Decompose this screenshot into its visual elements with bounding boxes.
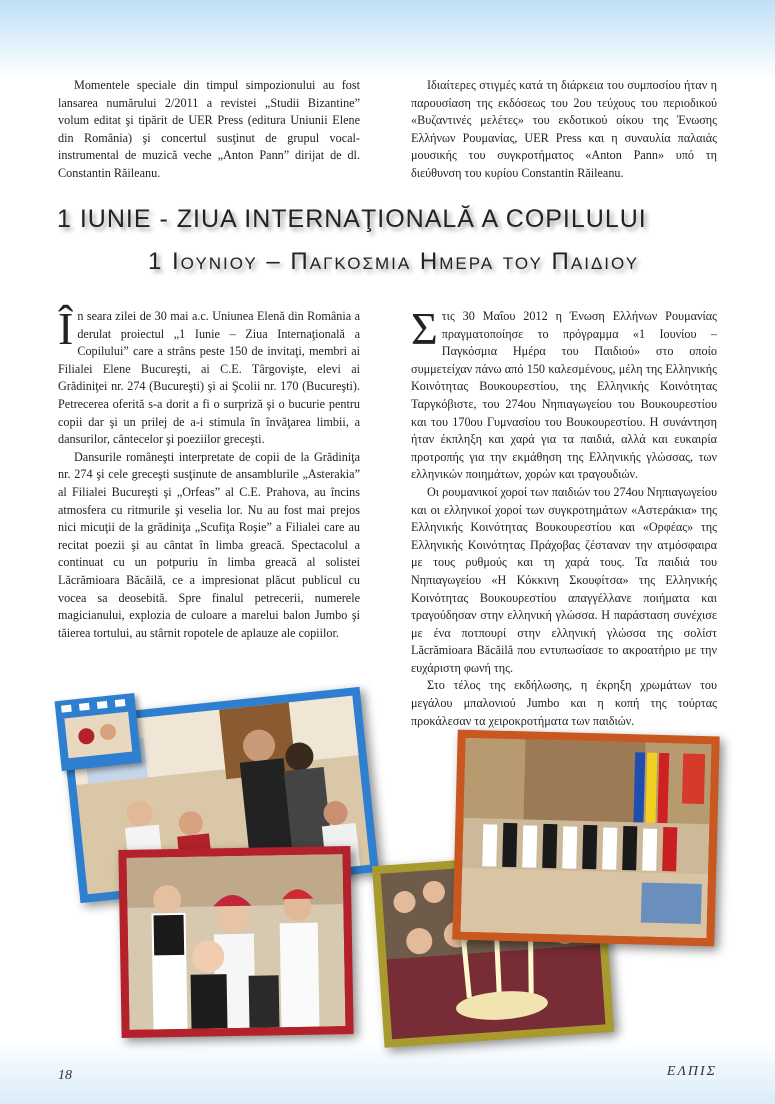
title-greek: 1 Ιουνιου – Παγκοσμια Ημερα του Παιδιου (148, 248, 640, 275)
title-romanian: 1 IUNIE - ZIUA INTERNAŢIONALĂ A COPILULUI (57, 205, 647, 233)
intro-gr (411, 77, 717, 183)
dropcap-gr: Σ (411, 303, 438, 354)
article-ro-p1-text: n seara zilei de 30 mai a.c. Uniunea Elenă din România a derulat proiectul „1 Iunie – Ziua Internaţională a Copilului” care a strâns peste 150 de invitaţi, membri ai Filialei Elene Bucureşti, ai C.E. Târgovişte, elevi ai Grădiniţei nr. 274 (Bucureşti) şi ai Şcolii nr. 170 (Bucureşti). Petrecerea oferită s-a dorit a fi o surpriză şi o bucurie pentru copii dar şi un prilej de a-i stimula în învăţarea limbii, a dansurilor, cântecelor şi poeziilor greceşti. (58, 309, 360, 447)
article-ro (58, 303, 360, 642)
intro-gr-text: Ιδιαίτερες στιγμές κατά τη διάρκεια του συμποσίου ήταν η παρουσίαση της εκδόσεως του 2ου τεύχους του περιοδικού «Βυζαντινές μελέτες» του εκδοτικού οίκου της Ένωσης Ελλήνων Ρουμανίας, UER Press και η συναυλία παλαιάς μουσικής του συγκροτήματος «Anton Pann» υπό τη διεύθυνση του κυρίου Constantin Răileanu. (411, 78, 717, 180)
article-ro-p2: Dansurile româneşti interpretate de copii de la Grădiniţa nr. 274 şi cele greceşti susţinute de ansamblurile „Asterakia” al Filialei Bucureşti şi „Orfeas” al C.E. Prahova, au încins atmosfera cu ritmurile şi veselia lor. Nu au fost mai prejos nici micuţii de la grădiniţa „Scufiţa Roşie” a Filialei care au recitat poezii şi au cântat în limba greacă. Spectacolul a continuat cu un potpuriu în limba greacă al solistei Lăcrămioara Băcăilă, ce a impresionat plăcut publicul cu vocea sa deosebită. Spre finalul petrecerii, numerele magicianului, explozia de culoare a marelui balon Jumbo şi tăierea tortului, au stârnit ropotele de aplauze ale copiilor. (58, 449, 360, 640)
intro-ro (58, 77, 360, 183)
film-strip (55, 693, 142, 771)
page-number: 18 (58, 1068, 72, 1083)
photo-dancers-image (461, 738, 712, 938)
article-gr-p1-text: τις 30 Μαΐου 2012 η Ένωση Ελλήνων Ρουμανίας πραγματοποίησε το πρόγραμμα «1 Ιουνίου – Παγκόσμια Ημέρα του Παιδιού» στο οποίο συμμετείχαν πάνω από 150 καλεσμένους, μέλη της Ελληνικής Κοινότητας Βουκουρεστίου, της Ελληνικής Κοινότητας Ταργκόβιστε, του 274ου Νηπιαγωγείου του Βουκουρεστίου και του 170ου Γυμνασίου του Βουκουρεστίου. Η συνάντηση ήταν έκπληξη και χαρά για τα παιδιά, αλλά και ευκαιρία προτροπής για την εκμάθηση της Ελληνικής γλώσσας, των ελληνικών ποιημάτων, χορών και τραγουδιών. (411, 309, 717, 482)
intro-ro-text: Momentele speciale din timpul simpozionului au fost lansarea numărului 2/2011 a revistei „Studii Bizantine” volum editat şi tipărit de UER Press (editura Uniunii Elene din România) şi concertul susţinut de grupul vocal-instrumental de muzică veche „Anton Pann” dirijat de dl. Constantin Răileanu. (58, 78, 360, 180)
article-gr-p2: Οι ρουμανικοί χοροί των παιδιών του 274ου Νηπιαγωγείου και οι ελληνικοί χοροί των συγκροτημάτων «Αστεράκια» της Ελληνικής Κοινότητας Βουκουρεστίου και «Ορφέας» της Ελληνικής Κοινότητας Πράχοβας ζέσταναν την ατμόσφαιρα με τους ρυθμούς και τη χαρά τους. Τα παιδιά του Νηπιαγωγείου «Η Κόκκινη Σκουφίτσα» της Ελληνικής Κοινότητας Βουκουρεστίου απαγγέλλανε ποιήματα και τραγούδησαν στην ελληνική γλώσσα. Η παράσταση συνέχισε με ένα ποτπουρί στην ελληνική γλώσσα της σολίστ Lăcrămioara Băcăilă που εντυπωσίασε το ακροατήριο με την ευχάριστη φωνή της. (411, 484, 717, 675)
dropcap-ro: Î (58, 303, 74, 354)
film-strip-holes (55, 693, 142, 771)
photo-dancers (452, 730, 719, 947)
photo-costumes (118, 846, 353, 1038)
article-gr-p3: Στο τέλος της εκδήλωσης, η έκρηξη χρωμάτων του μεγάλου μπαλονιού Jumbo και η κοπή της τούρτας προκάλεσαν τα χειροκροτήματα των παιδιών. (411, 678, 717, 728)
article-gr (411, 303, 717, 730)
article-ro-p1 (58, 303, 360, 449)
magazine-name: ΕΛΠΙΣ (666, 1064, 717, 1079)
photo-costumes-image (127, 854, 346, 1030)
article-gr-p1 (411, 303, 717, 484)
